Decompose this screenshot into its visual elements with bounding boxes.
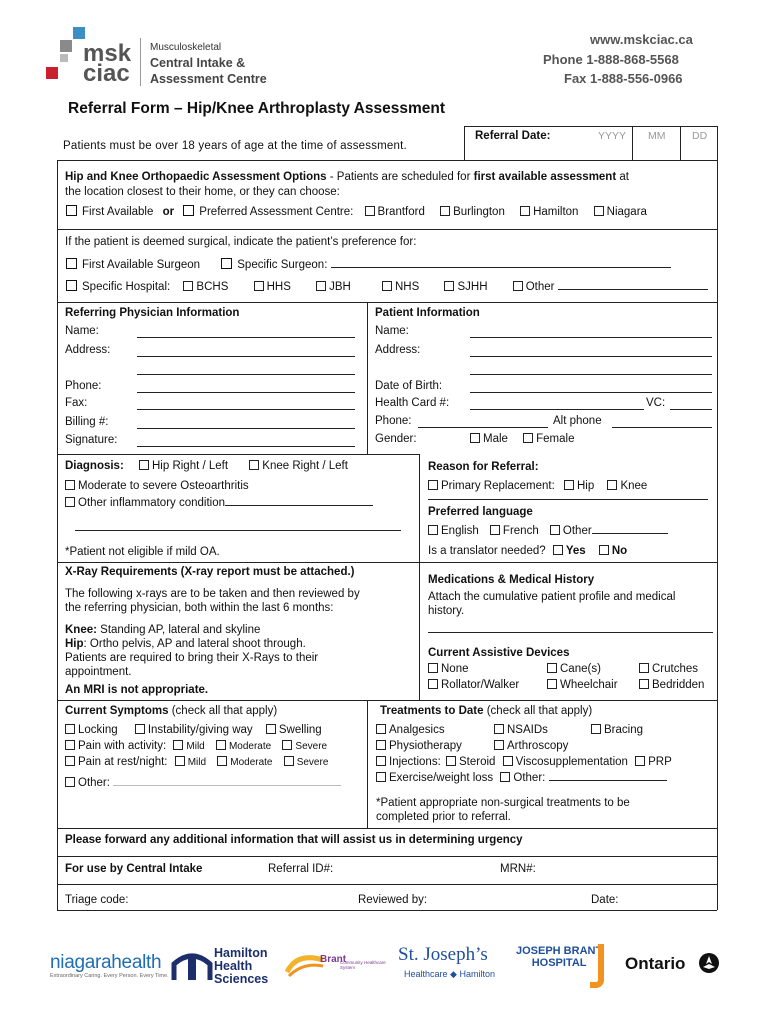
signature-field[interactable] [137, 434, 355, 447]
hospital-preference: Specific Hospital: BCHS HHS JBH NHS SJHH Other [66, 281, 708, 293]
health-card-field[interactable] [470, 397, 644, 410]
treatment-bracing-item: Bracing [591, 724, 643, 736]
health-card-label: Health Card #: [375, 397, 450, 409]
language-row: English French Other [428, 525, 668, 537]
brant-emblem-icon [285, 950, 325, 978]
xray-knee: Knee: Standing AP, lateral and skyline [65, 624, 261, 636]
billing-field[interactable] [137, 416, 355, 429]
forward-note: Please forward any additional information that will assist us in determining urgency [65, 834, 523, 846]
jbh-j-icon [590, 944, 604, 988]
patient-heading: Patient Information [375, 307, 480, 319]
devices-heading: Current Assistive Devices [428, 647, 570, 659]
device-canes-item: Cane(s) [547, 663, 601, 675]
org-line3: Assessment Centre [150, 72, 267, 86]
steroid-checkbox[interactable] [446, 756, 456, 766]
triage-label: Triage code: [65, 894, 129, 906]
ontario-logo: Ontario [625, 954, 686, 973]
other-language-checkbox[interactable] [550, 525, 560, 535]
preferred-language-heading: Preferred language [428, 506, 533, 518]
treatment-other-field[interactable] [549, 780, 667, 781]
date-month-field[interactable]: MM [648, 130, 666, 142]
device-wheelchair-item: Wheelchair [547, 679, 618, 691]
patient-phone-field[interactable] [418, 415, 548, 428]
treatment-exercise-row: Exercise/weight loss Other: [376, 772, 667, 784]
mild-oa-note: *Patient not eligible if mild OA. [65, 546, 220, 558]
physician-fax-field[interactable] [137, 397, 355, 410]
xray-heading: X-Ray Requirements (X-ray report must be attached.) [65, 566, 355, 578]
date-year-field[interactable]: YYYY [598, 130, 627, 142]
translator-row: Is a translator needed? Yes No [428, 545, 628, 557]
treatment-note2: completed prior to referral. [376, 811, 511, 823]
patient-name-field[interactable] [470, 325, 712, 338]
logo-ciac: ciac [83, 60, 130, 87]
symptoms-heading: Current Symptoms (check all that apply) [65, 705, 278, 717]
arthroscopy-checkbox[interactable] [494, 740, 504, 750]
french-checkbox[interactable] [490, 525, 500, 535]
signature-label: Signature: [65, 434, 118, 446]
diagnosis-extra-field[interactable] [75, 518, 401, 531]
physio-checkbox[interactable] [376, 740, 386, 750]
age-note: Patients must be over 18 years of age at the time of assessment. [63, 140, 407, 152]
brant-logo: Brant [320, 954, 347, 965]
brantford-checkbox[interactable] [365, 206, 375, 216]
niagara-health-logo: niagarahealth [50, 952, 162, 973]
hhs-emblem-icon [170, 946, 214, 982]
bchs-checkbox[interactable] [183, 281, 193, 291]
logo-msk: msk [83, 40, 132, 67]
device-canes-checkbox[interactable] [547, 663, 557, 673]
surgical-intro: If the patient is deemed surgical, indicate the patient’s preference for: [65, 236, 417, 248]
other-inflammatory-field[interactable] [225, 505, 373, 506]
patient-name-label: Name: [375, 325, 409, 337]
stjoes-subtitle: Healthcare ◆ Hamilton [404, 969, 495, 979]
gender-options: Male Female [470, 433, 575, 445]
analgesics-checkbox[interactable] [376, 724, 386, 734]
central-intake-label: For use by Central Intake [65, 863, 203, 875]
physician-address-field-2[interactable] [137, 362, 355, 375]
symptom-other-field[interactable] [113, 785, 341, 786]
treatments-heading: Treatments to Date (check all that apply) [380, 705, 593, 717]
device-rollator-checkbox[interactable] [428, 679, 438, 689]
hhs-logo: Hamilton Health Sciences [214, 946, 269, 986]
sjhh-checkbox[interactable] [444, 281, 454, 291]
symptom-row1: Locking Instability/giving way Swelling [65, 724, 322, 736]
female-checkbox[interactable] [523, 433, 533, 443]
prp-checkbox[interactable] [635, 756, 645, 766]
gender-label: Gender: [375, 433, 417, 445]
alt-phone-label: Alt phone [553, 415, 602, 427]
other-inflammatory-row: Other inflammatory condition [65, 497, 373, 509]
symptom-row3: Pain at rest/night: Mild Moderate Severe [65, 756, 328, 768]
hip-diagnosis-checkbox[interactable] [139, 460, 149, 470]
billing-label: Billing #: [65, 416, 109, 428]
primary-replacement-row: Primary Replacement: Hip Knee [428, 480, 647, 492]
medications-heading: Medications & Medical History [428, 574, 595, 586]
treatment-injections-row: Injections: Steroid Viscosupplementation PRP [376, 756, 672, 768]
physician-fax-label: Fax: [65, 397, 88, 409]
moderate-oa-row: Moderate to severe Osteoarthritis [65, 480, 249, 492]
english-checkbox[interactable] [428, 525, 438, 535]
hamilton-checkbox[interactable] [520, 206, 530, 216]
physician-phone-label: Phone: [65, 380, 102, 392]
device-bedridden-checkbox[interactable] [639, 679, 649, 689]
physician-address-label: Address: [65, 344, 111, 356]
treatment-other-checkbox[interactable] [500, 772, 510, 782]
org-line2: Central Intake & [150, 56, 246, 70]
patient-address-label: Address: [375, 344, 421, 356]
hhs-checkbox[interactable] [254, 281, 264, 291]
first-available-checkbox[interactable] [66, 205, 77, 216]
device-none-checkbox[interactable] [428, 663, 438, 673]
first-surgeon-checkbox[interactable] [66, 258, 77, 269]
trillium-icon [698, 952, 720, 974]
treatment-note1: *Patient appropriate non-surgical treatments to be [376, 797, 630, 809]
instability-checkbox[interactable] [135, 724, 145, 734]
symptom-other-row: Other: [65, 777, 341, 789]
fax-number: Fax 1-888-556-0966 [564, 71, 683, 86]
options-intro: Hip and Knee Orthopaedic Assessment Options - Patients are scheduled for first available assessment at [65, 171, 629, 183]
primary-hip-checkbox[interactable] [564, 480, 574, 490]
pain-rest-severe-checkbox[interactable] [284, 756, 294, 766]
moderate-oa-checkbox[interactable] [65, 480, 75, 490]
translator-yes-checkbox[interactable] [553, 545, 563, 555]
symptom-other-checkbox[interactable] [65, 777, 75, 787]
dob-field[interactable] [470, 380, 712, 393]
vc-label: VC: [646, 397, 666, 409]
medications-text1: Attach the cumulative patient profile and medical [428, 591, 676, 603]
device-bedridden-item: Bedridden [639, 679, 704, 691]
form-title: Referral Form – Hip/Knee Arthroplasty Assessment [68, 100, 445, 117]
burlington-checkbox[interactable] [440, 206, 450, 216]
patient-phone-label: Phone: [375, 415, 412, 427]
other-language-field[interactable] [592, 533, 668, 534]
other-hospital-checkbox[interactable] [513, 281, 523, 291]
physician-name-field[interactable] [137, 325, 355, 338]
visco-checkbox[interactable] [503, 756, 513, 766]
stjoes-logo: St. Joseph’s [398, 944, 488, 965]
phone-number: Phone 1-888-868-5568 [543, 52, 679, 67]
pain-activity-severe-checkbox[interactable] [282, 740, 292, 750]
device-crutches-item: Crutches [639, 663, 698, 675]
physician-address-field[interactable] [137, 344, 355, 357]
bracing-checkbox[interactable] [591, 724, 601, 734]
pain-rest-moderate-checkbox[interactable] [217, 756, 227, 766]
physician-phone-field[interactable] [137, 380, 355, 393]
website-link[interactable]: www.mskciac.ca [590, 32, 693, 47]
male-checkbox[interactable] [470, 433, 480, 443]
xray-text1: The following x-rays are to be taken and then reviewed by [65, 588, 360, 600]
dob-label: Date of Birth: [375, 380, 443, 392]
surgeon-preference: First Available Surgeon Specific Surgeon: [66, 259, 671, 271]
niagara-checkbox[interactable] [594, 206, 604, 216]
devices-row1: None [428, 663, 469, 675]
treatment-analgesics-item: Analgesics [376, 724, 445, 736]
alt-phone-field[interactable] [612, 415, 712, 428]
xray-hip: Hip: Ortho pelvis, AP and lateral shoot through. [65, 638, 306, 650]
device-wheelchair-checkbox[interactable] [547, 679, 557, 689]
referral-date-label: Referral Date: [475, 130, 551, 142]
preferred-centre-checkbox[interactable] [183, 205, 194, 216]
xray-req1: Patients are required to bring their X-Rays to their [65, 652, 319, 664]
treatment-physio-item: Physiotherapy [376, 740, 462, 752]
reason-heading: Reason for Referral: [428, 461, 539, 473]
mrn-label: MRN#: [500, 863, 536, 875]
xray-req2: appointment. [65, 666, 132, 678]
physician-heading: Referring Physician Information [65, 307, 240, 319]
nsaids-checkbox[interactable] [494, 724, 504, 734]
options-intro-line2: the location closest to their home, or they can choose: [65, 186, 340, 198]
brant-subtitle: Community Healthcare System [340, 960, 386, 970]
reviewed-label: Reviewed by: [358, 894, 428, 906]
referral-id-label: Referral ID#: [268, 863, 334, 875]
swelling-checkbox[interactable] [266, 724, 276, 734]
patient-address-field-2[interactable] [470, 362, 712, 375]
niagara-tagline: Extraordinary Caring. Every Person. Every Time. [50, 973, 169, 979]
jbh-logo: JOSEPH BRANT HOSPITAL [516, 945, 603, 969]
other-hospital-field[interactable] [558, 289, 708, 290]
pain-activity-moderate-checkbox[interactable] [216, 740, 226, 750]
device-rollator-item: Rollator/Walker [428, 679, 519, 691]
treatment-nsaids-item: NSAIDs [494, 724, 548, 736]
jbh-checkbox[interactable] [316, 281, 326, 291]
org-line1: Musculoskeletal [150, 42, 222, 53]
pain-activity-checkbox[interactable] [65, 740, 75, 750]
diagnosis-row: Diagnosis: Hip Right / Left Knee Right / Left [65, 460, 348, 472]
symptom-row2: Pain with activity: Mild Moderate Severe [65, 740, 327, 752]
primary-replacement-checkbox[interactable] [428, 480, 438, 490]
vc-field[interactable] [670, 397, 712, 410]
treatment-arthroscopy-item: Arthroscopy [494, 740, 568, 752]
date-day-field[interactable]: DD [692, 130, 708, 142]
physician-name-label: Name: [65, 325, 99, 337]
locking-checkbox[interactable] [65, 724, 75, 734]
pain-activity-mild-checkbox[interactable] [173, 740, 183, 750]
other-inflammatory-checkbox[interactable] [65, 497, 75, 507]
xray-text2: the referring physician, both within the last 6 months: [65, 602, 334, 614]
knee-diagnosis-checkbox[interactable] [249, 460, 259, 470]
assessment-options: First Available or Preferred Assessment Centre: Brantford Burlington Hamilton Niagara [66, 206, 647, 218]
medications-text2: history. [428, 605, 465, 617]
mri-note: An MRI is not appropriate. [65, 684, 209, 696]
specific-surgeon-field[interactable] [331, 267, 671, 268]
primary-knee-checkbox[interactable] [607, 480, 617, 490]
pain-rest-checkbox[interactable] [65, 756, 75, 766]
nhs-checkbox[interactable] [382, 281, 392, 291]
device-crutches-checkbox[interactable] [639, 663, 649, 673]
pain-rest-mild-checkbox[interactable] [175, 756, 185, 766]
translator-no-checkbox[interactable] [599, 545, 609, 555]
specific-surgeon-checkbox[interactable] [221, 258, 232, 269]
specific-hospital-checkbox[interactable] [66, 280, 77, 291]
patient-address-field[interactable] [470, 344, 712, 357]
injections-checkbox[interactable] [376, 756, 386, 766]
date-label: Date: [591, 894, 619, 906]
exercise-checkbox[interactable] [376, 772, 386, 782]
